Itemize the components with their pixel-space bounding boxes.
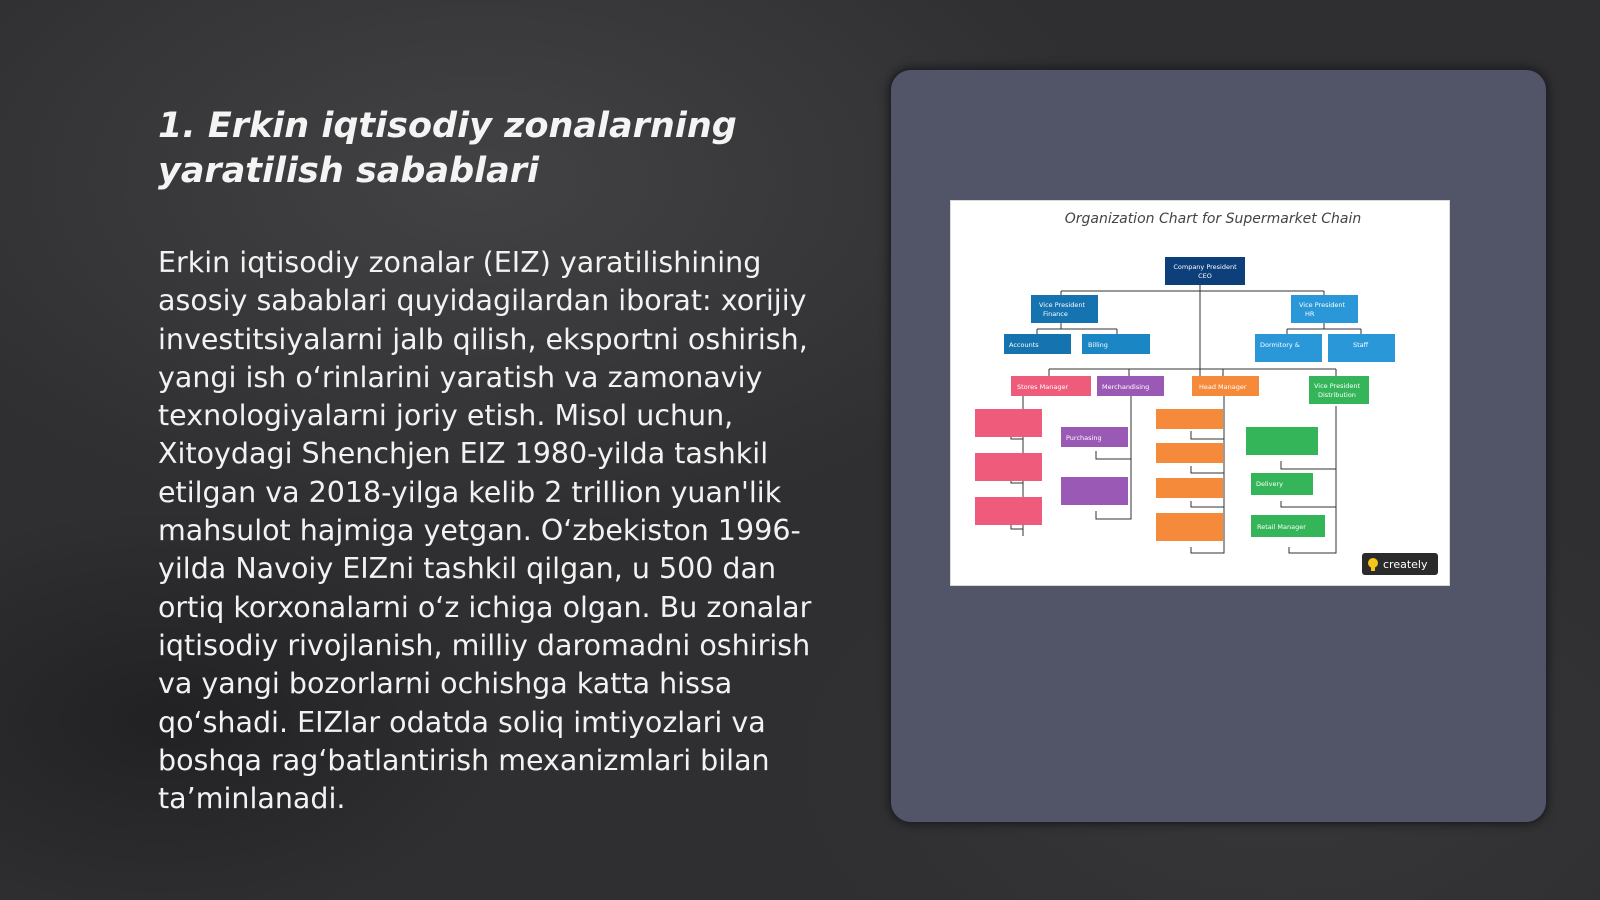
node-billing (1082, 334, 1150, 354)
node-ceo (1165, 257, 1245, 285)
node-vp-distribution (1309, 376, 1369, 404)
svg-text:Vice President: Vice President (1299, 301, 1346, 309)
svg-text:Purchasing: Purchasing (1066, 434, 1102, 442)
svg-text:Merchandising: Merchandising (1102, 383, 1150, 391)
svg-text:Billing: Billing (1088, 341, 1108, 349)
svg-text:Retail Manager: Retail Manager (1257, 523, 1306, 531)
svg-text:Staff: Staff (1353, 341, 1369, 349)
node-hr-right (1328, 334, 1395, 362)
svg-text:Accounts: Accounts (1009, 341, 1039, 349)
purple-nodes (1061, 427, 1128, 505)
node-vp-finance (1031, 295, 1098, 323)
svg-text:Vice President: Vice President (1039, 301, 1086, 309)
org-chart-svg (951, 201, 1449, 585)
orange-nodes (1156, 409, 1223, 541)
node-accounts (1004, 334, 1071, 354)
svg-text:CEO: CEO (1198, 272, 1212, 280)
node-vp-hr (1291, 295, 1358, 323)
green-nodes (1246, 427, 1325, 537)
pink-nodes (975, 409, 1042, 525)
node-hr-left (1255, 334, 1322, 362)
svg-text:Vice President: Vice President (1314, 382, 1361, 390)
node-store-manager (1011, 376, 1091, 396)
slide-title: 1. Erkin iqtisodiy zonalarning yaratilish sabablari (158, 106, 737, 191)
svg-text:Distribution: Distribution (1318, 391, 1356, 399)
svg-text:Company President: Company President (1173, 263, 1237, 271)
slide-body-text: Erkin iqtisodiy zonalar (EIZ) yaratilishining asosiy sabablari quyidagilardan iborat: xorijiy investitsiyalarni jalb qilish, eksportni oshirish, yangi ish o‘rinlarini yaratish va zamonaviy texnologiyalarni joriy etish. Misol uchun, Xitoydagi Shenchjen EIZ 1980-yilda tashkil etilgan va 2018-yilga kelib 2 trillion yuan'lik mahsulot hajmiga yetgan. O‘zbekiston 1996-yilda Navoiy EIZni tashkil qilgan, u 500 dan ortiq korxonalarni o‘z ichiga olgan. Bu zonalar iqtisodiy rivojlanish, milliy daromadni oshirish va yangi bozorlarni ochishga katta hissa qo‘shadi. EIZlar odatda soliq imtiyozlari va boshqa rag‘batlantirish mexanizmlari bilan ta’minlanadi. (158, 246, 812, 816)
svg-text:creately: creately (1383, 558, 1428, 571)
svg-text:Head Manager: Head Manager (1199, 383, 1247, 391)
bulb-icon (1368, 558, 1378, 568)
svg-text:Finance: Finance (1043, 310, 1068, 318)
node-merchandising (1097, 376, 1164, 396)
svg-text:HR: HR (1305, 310, 1315, 318)
creately-logo (1362, 553, 1438, 575)
svg-text:Dormitory &: Dormitory & (1260, 341, 1300, 349)
org-chart-title: Organization Chart for Supermarket Chain (1064, 211, 1362, 227)
svg-text:Stores Manager: Stores Manager (1017, 383, 1069, 391)
node-head-manager (1192, 376, 1259, 396)
svg-text:Delivery: Delivery (1256, 480, 1283, 488)
org-chart-image (950, 200, 1450, 586)
